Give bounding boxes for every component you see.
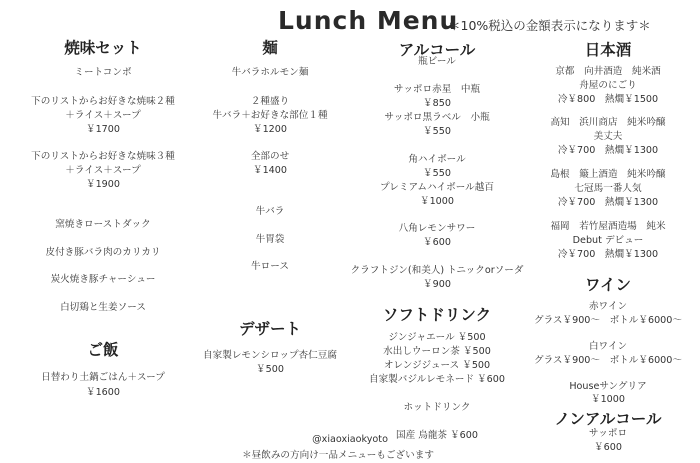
sake-3-line1: 島根 簸上酒造 純米吟醸	[550, 169, 666, 180]
sake-3-line2: 七冠馬一番人気	[574, 183, 642, 194]
yakimi-heading: 焼味セット	[64, 39, 142, 57]
instagram-handle: @xiaoxiaokyoto	[312, 434, 388, 445]
men-heading: 麺	[262, 39, 278, 57]
sapporo-black-price: ￥550	[423, 126, 451, 137]
nonalcohol-price: ￥600	[594, 442, 622, 453]
dessert-item: 自家製レモンシロップ杏仁豆腐	[203, 350, 337, 361]
craft-gin-price: ￥900	[423, 279, 451, 290]
white-wine-price: グラス￥900〜 ボトル￥6000〜	[534, 355, 682, 366]
gohan-price: ￥1600	[85, 387, 120, 398]
yakimi-item: 炭火焼き豚チャーシュー	[50, 274, 156, 285]
oolong-tea: 国産 烏龍茶 ￥600	[396, 430, 478, 441]
meat-combo: ミートコンボ	[74, 67, 132, 78]
kaku-highball: 角ハイボール	[408, 154, 466, 165]
soft-drink-item: ジンジャエール ￥500	[388, 332, 486, 343]
white-wine: 白ワイン	[588, 341, 628, 352]
dessert-heading: デザート	[238, 320, 301, 338]
sake-heading: 日本酒	[584, 41, 632, 59]
sake-1-line2: 舟屋のにごり	[579, 80, 637, 91]
lemon-sour-price: ￥600	[423, 237, 451, 248]
sake-2-line2: 美丈夫	[593, 131, 623, 142]
footer-note: ＊昼飲みの方向け一品メニューもございます	[242, 450, 434, 461]
men-part: 牛胃袋	[255, 234, 285, 245]
men-part: 牛ロース	[251, 261, 289, 272]
red-wine-price: グラス￥900〜 ボトル￥6000〜	[534, 315, 682, 326]
sake-4-price: 冷￥700 熱燗￥1300	[557, 249, 659, 260]
men-all-price: ￥1400	[252, 165, 287, 176]
hot-drink-label: ホットドリンク	[403, 402, 471, 413]
red-wine: 赤ワイン	[588, 301, 628, 312]
lemon-sour: 八角レモンサワー	[398, 223, 476, 234]
men-two-label: ２種盛り	[250, 96, 290, 107]
nonalcohol-item: サッポロ	[588, 428, 628, 439]
yakimi-item: 皮付き豚バラ肉のカリカリ	[45, 247, 161, 258]
menu-title: Lunch Menu	[278, 6, 459, 35]
soft-drink-item: 水出しウーロン茶 ￥500	[383, 346, 491, 357]
sapporo-red-price: ￥850	[423, 98, 451, 109]
nonalcohol-heading: ノンアルコール	[554, 410, 662, 428]
sangria: Houseサングリア	[569, 381, 647, 392]
sake-4-line2: Debut デビュー	[572, 235, 644, 246]
men-two-price: ￥1200	[252, 124, 287, 135]
yakimi-three-line2: ＋ライス＋スープ	[65, 165, 141, 176]
sake-1-price: 冷￥800 熱燗￥1500	[557, 94, 659, 105]
men-all-label: 全部のせ	[250, 151, 290, 162]
bottle-beer: 瓶ビール	[418, 56, 456, 67]
sake-3-price: 冷￥700 熱燗￥1300	[557, 197, 659, 208]
alcohol-heading: アルコール	[398, 41, 476, 59]
sake-2-line1: 高知 浜川商店 純米吟醸	[550, 117, 666, 128]
soft-drink-heading: ソフトドリンク	[382, 306, 492, 324]
men-two-desc: 牛バラ＋お好きな部位１種	[212, 110, 328, 121]
yakimi-two-line2: ＋ライス＋スープ	[65, 110, 141, 121]
wine-heading: ワイン	[584, 276, 632, 294]
yakimi-item: 白切鶏と生姜ソース	[60, 302, 146, 313]
kaku-highball-price: ￥550	[423, 168, 451, 179]
sake-1-line1: 京都 向井酒造 純米酒	[555, 66, 661, 77]
yakimi-two-line1: 下のリストからお好きな焼味２種	[31, 96, 175, 107]
yakimi-item: 窯焼きローストダック	[55, 219, 151, 230]
tax-note: ＊10%税込の金額表示になります＊	[448, 18, 651, 33]
yakimi-two-price: ￥1700	[85, 124, 120, 135]
yakimi-three-price: ￥1900	[85, 179, 120, 190]
gohan-item: 日替わり土鍋ごはん＋スープ	[41, 372, 165, 383]
soft-drink-item: オレンジジュース ￥500	[383, 360, 491, 371]
soft-drink-item: 自家製バジルレモネード ￥600	[368, 374, 505, 385]
premium-highball-price: ￥1000	[419, 196, 454, 207]
men-part: 牛バラ	[255, 206, 285, 217]
men-hormone: 牛バラホルモン麺	[231, 67, 309, 78]
yakimi-three-line1: 下のリストからお好きな焼味３種	[31, 151, 175, 162]
sapporo-red: サッポロ赤星 中瓶	[393, 84, 481, 95]
gohan-heading: ご飯	[87, 341, 119, 359]
sangria-price: ￥1000	[590, 394, 625, 405]
sapporo-black: サッポロ黒ラベル 小瓶	[384, 112, 490, 123]
craft-gin: クラフトジン(和美人) トニックorソーダ	[350, 265, 524, 276]
premium-highball: プレミアムハイボール越百	[380, 182, 494, 193]
sake-2-price: 冷￥700 熱燗￥1300	[557, 145, 659, 156]
sake-4-line1: 福岡 若竹屋酒造場 純米	[550, 221, 666, 232]
dessert-price: ￥500	[256, 364, 284, 375]
